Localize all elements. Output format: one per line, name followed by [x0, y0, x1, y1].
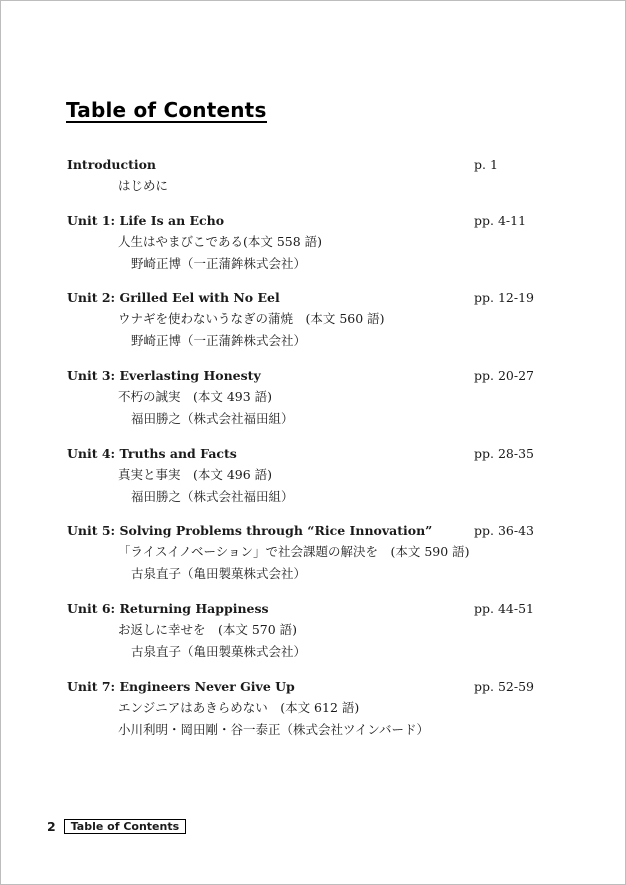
entry-pages: pp. 52-59	[474, 679, 534, 694]
entry-title: Introduction	[67, 157, 157, 172]
entry-author: 野崎正博（一正蒲鉾株式会社）	[131, 333, 307, 348]
entry-title: Unit 3: Everlasting Honesty	[67, 368, 261, 383]
entry-pages: pp. 12-19	[474, 290, 534, 305]
entry-japanese-title: 真実と事実 (本文 496 語)	[118, 467, 273, 482]
entry-japanese-title: ウナギを使わないうなぎの蒲焼 (本文 560 語)	[118, 311, 385, 326]
entry-pages: pp. 20-27	[474, 368, 534, 383]
entry-author: 福田勝之（株式会社福田組）	[131, 489, 294, 504]
entry-author: 小川利明・岡田剛・谷一泰正（株式会社ツインバード）	[118, 722, 430, 737]
entry-title: Unit 6: Returning Happiness	[67, 601, 269, 616]
page-title: Table of Contents	[66, 98, 267, 122]
entry-japanese-title: エンジニアはあきらめない (本文 612 語)	[118, 700, 360, 715]
entry-japanese-title: 人生はやまびこである(本文 558 語)	[118, 234, 323, 249]
entry-japanese-title: 「ライスイノベーション」で社会課題の解決を (本文 590 語)	[118, 544, 470, 559]
entry-title: Unit 1: Life Is an Echo	[67, 213, 225, 228]
entry-author: 福田勝之（株式会社福田組）	[131, 411, 294, 426]
entry-japanese-title: 不朽の誠実 (本文 493 語)	[118, 389, 273, 404]
entry-japanese-title: はじめに	[118, 178, 169, 193]
entry-pages: pp. 4-11	[474, 213, 527, 228]
entry-pages: pp. 28-35	[474, 446, 534, 461]
entry-author: 古泉直子（亀田製菓株式会社）	[131, 644, 307, 659]
entry-pages: pp. 36-43	[474, 523, 534, 538]
page-number: 2	[47, 819, 56, 834]
entry-title: Unit 2: Grilled Eel with No Eel	[67, 290, 280, 305]
entry-pages: p. 1	[474, 157, 498, 172]
entry-author: 野崎正博（一正蒲鉾株式会社）	[131, 256, 307, 271]
entry-author: 古泉直子（亀田製菓株式会社）	[131, 566, 307, 581]
entry-japanese-title: お返しに幸せを (本文 570 語)	[118, 622, 298, 637]
page-footer	[47, 819, 186, 834]
entry-title: Unit 7: Engineers Never Give Up	[67, 679, 295, 694]
entry-pages: pp. 44-51	[474, 601, 534, 616]
entry-title: Unit 5: Solving Problems through “Rice Innovation”	[67, 523, 433, 538]
running-footer-label: Table of Contents	[64, 819, 186, 834]
entry-title: Unit 4: Truths and Facts	[67, 446, 237, 461]
